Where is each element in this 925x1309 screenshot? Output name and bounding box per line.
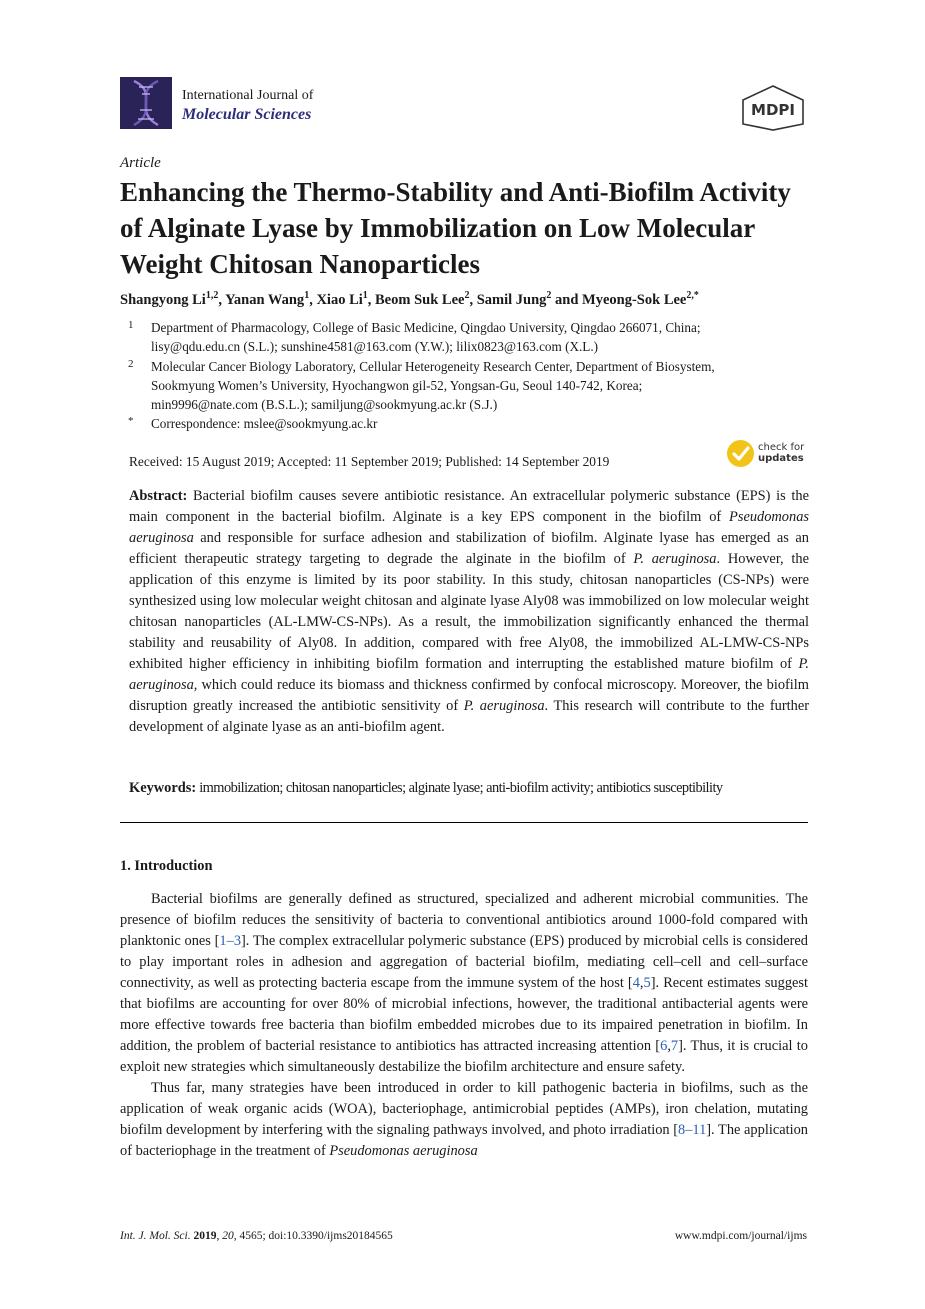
abstract-text: Bacterial biofilm causes severe antibiotic resistance. An extracellular polymeric substance (EPS) is the main component in the bacterial biofilm. Alginate is a key EPS component in the biofilm of bbox=[129, 488, 809, 525]
author-list bbox=[120, 290, 820, 309]
paragraph bbox=[120, 1078, 808, 1162]
author-separator: and bbox=[551, 291, 583, 308]
author-affiliation-mark: 1 bbox=[362, 290, 368, 301]
affiliation-line: min9996@nate.com (B.S.L.); samiljung@sookmyung.ac.kr (S.J.) bbox=[151, 397, 498, 412]
check-for-updates-badge[interactable] bbox=[727, 440, 809, 472]
species-name: Pseudomonas aeruginosa bbox=[129, 509, 809, 546]
citation-link[interactable]: 8–11 bbox=[678, 1122, 707, 1138]
paragraph-text: ]. The complex extracellular polymeric substance (EPS) produced by microbial cells is considered to play important roles in adhesion and aggregation of bacterial biofilm, mediating cell–cell and cell–surface connectivity, as well as protecting bacteria escape from the immune system of the host [ bbox=[120, 933, 808, 991]
paragraph-text: , bbox=[639, 975, 644, 991]
affiliation-line: lisy@qdu.edu.cn (S.L.); sunshine4581@163.com (Y.W.); lilix0823@163.com (X.L.) bbox=[151, 339, 599, 354]
footer-doi: , 4565; doi:10.3390/ijms20184565 bbox=[233, 1230, 393, 1242]
journal-name-line1: International Journal of bbox=[182, 88, 314, 103]
affiliation-text bbox=[151, 357, 811, 414]
footer-journal-abbr: Int. J. Mol. Sci. bbox=[120, 1230, 191, 1242]
abstract-label: Abstract: bbox=[129, 488, 188, 504]
keywords-text: immobilization; chitosan nanoparticles; alginate lyase; anti-biofilm activity; antibiotics susceptibility bbox=[196, 780, 723, 796]
affiliation-line: Correspondence: mslee@sookmyung.ac.kr bbox=[151, 416, 378, 431]
dna-helix-icon bbox=[120, 77, 172, 129]
keywords-label: Keywords: bbox=[129, 780, 197, 796]
mdpi-logo-text: MDPI bbox=[751, 101, 795, 119]
affiliation-line: Department of Pharmacology, College of Basic Medicine, Qingdao University, Qingdao 266071, China; bbox=[151, 320, 701, 335]
journal-url[interactable]: www.mdpi.com/journal/ijms bbox=[674, 1230, 807, 1242]
mdpi-logo bbox=[740, 84, 806, 132]
author-name: Myeong-Sok Lee bbox=[582, 291, 687, 308]
citation-link[interactable]: 5 bbox=[643, 975, 651, 991]
abstract-text: . However, the application of this enzyme is limited by its poor stability. In this study, chitosan nanoparticles (CS-NPs) were synthesized using low molecular weight chitosan and alginate lyase Aly08 was immobilized on low molecular weight chitosan nanoparticles (AL-LMW-CS-NPs). As a result, the immobilization significantly enhanced the thermal stability and reusability of Aly08. In addition, compared with free Aly08, the immobilized AL-LMW-CS-NPs exhibited higher efficiency in inhibiting biofilm formation and interrupting the established mature biofilm of bbox=[129, 551, 809, 672]
abstract-text: and responsible for surface adhesion and stabilization of biofilm. Alginate lyase has emerged as an efficient therapeutic strategy targeting to degrade the alginate in the biofilm of bbox=[129, 530, 809, 567]
paper-title: Enhancing the Thermo-Stability and Anti-Biofilm Activity of Alginate Lyase by Immobilization on Low Molecular Weight Chitosan Nanoparticles bbox=[120, 177, 791, 279]
citation-link[interactable]: 4 bbox=[632, 975, 640, 991]
author-name: Samil Jung bbox=[476, 291, 547, 308]
abstract bbox=[129, 486, 809, 738]
paragraph-text: , bbox=[667, 1038, 671, 1054]
species-name: P. aeruginosa bbox=[633, 551, 717, 567]
journal-logo bbox=[120, 77, 172, 129]
citation-link[interactable]: 7 bbox=[670, 1038, 679, 1054]
affiliation-number: * bbox=[128, 415, 134, 427]
article-type: Article bbox=[120, 155, 161, 171]
abstract-text: , which could reduce its biomass and thickness confirmed by confocal microscopy. Moreover, the biofilm disruption greatly increased the antibiotic sensitivity of bbox=[129, 677, 809, 714]
author-name: Shangyong Li bbox=[120, 291, 206, 308]
author-affiliation-mark: 1,2 bbox=[205, 290, 219, 301]
affiliation-line: Sookmyung Women’s University, Hyochangwon gil-52, Yongsan-Gu, Seoul 140-742, Korea; bbox=[151, 378, 643, 393]
footer-year: 2019 bbox=[193, 1230, 217, 1242]
keywords bbox=[129, 778, 819, 799]
paragraph-text: ]. Thus, it is crucial to exploit new strategies which simultaneously destabilize the biofilm architecture and ensure safety. bbox=[120, 1038, 808, 1075]
check-updates-line2: updates bbox=[758, 453, 804, 464]
citation-link[interactable]: 6 bbox=[660, 1038, 668, 1054]
author-separator: , bbox=[367, 291, 376, 308]
affiliation-text bbox=[151, 414, 811, 433]
author-affiliation-mark: 2 bbox=[464, 290, 470, 301]
paragraph bbox=[120, 889, 808, 1078]
author-separator: , bbox=[469, 291, 477, 308]
author-name: Yanan Wang bbox=[225, 291, 305, 308]
paragraph-text: ]. Recent estimates suggest that biofilms are accounting for over 80% of microbial infections, however, the traditional antibacterial agents were more effective towards free bacteria than biofilm embedded microbes due to its impaired penetration in biofilm. In addition, the problem of bacterial resistance to antibiotics has attracted increasing attention [ bbox=[120, 975, 808, 1054]
author-affiliation-mark: 2 bbox=[546, 290, 552, 301]
journal-name-line2: Molecular Sciences bbox=[182, 106, 312, 123]
author-separator: , bbox=[309, 291, 317, 308]
species-name: P. aeruginosa bbox=[129, 656, 809, 693]
abstract-body bbox=[129, 488, 809, 735]
affiliation-number: 1 bbox=[128, 319, 134, 331]
paragraph-text: Bacterial biofilms are generally defined as structured, specialized and adherent microbial communities. The presence of biofilm reduces the sensitivity of bacteria to conventional antibiotics around 1000-fold compared with planktonic ones [ bbox=[120, 891, 808, 949]
author-separator: , bbox=[218, 291, 226, 308]
author-affiliation-mark: 1 bbox=[304, 290, 310, 301]
paragraph-text: Thus far, many strategies have been introduced in order to kill pathogenic bacteria in biofilms, such as the application of weak organic acids (WOA), bacteriophage, antimicrobial peptides (AMPs), iron chelation, mutating biofilm development by interfering with the signaling pathways involved, and photo irradiation [ bbox=[120, 1080, 808, 1138]
author-affiliation-mark: 2,* bbox=[686, 290, 699, 301]
citation-footer: Int. J. Mol. Sci. 2019, 20, 4565; doi:10.3390/ijms20184565 bbox=[120, 1230, 393, 1242]
affiliation-text bbox=[151, 318, 811, 356]
species-name: P. aeruginosa bbox=[463, 698, 545, 714]
section-heading: 1. Introduction bbox=[120, 858, 213, 874]
abstract-text: . This research will contribute to the further development of alginate lyase as an anti-biofilm agent. bbox=[129, 698, 809, 735]
section-divider bbox=[120, 822, 808, 823]
author-name: Xiao Li bbox=[316, 291, 363, 308]
affiliation-line: Molecular Cancer Biology Laboratory, Cellular Heterogeneity Research Center, Department of Biosystem, bbox=[151, 359, 715, 374]
citation-link[interactable]: 1–3 bbox=[219, 933, 242, 949]
check-icon bbox=[727, 440, 754, 467]
affiliation-number: 2 bbox=[128, 358, 134, 370]
species-name: Pseudomonas aeruginosa bbox=[329, 1143, 478, 1159]
paragraph-text: ]. The application of bacteriophage in the treatment of bbox=[120, 1122, 808, 1159]
introduction-body bbox=[120, 889, 808, 1162]
publication-dates: Received: 15 August 2019; Accepted: 11 September 2019; Published: 14 September 2019 bbox=[129, 454, 610, 469]
author-name: Beom Suk Lee bbox=[375, 291, 465, 308]
check-updates-line1: check for bbox=[758, 442, 805, 453]
footer-volume: 20 bbox=[222, 1230, 234, 1242]
